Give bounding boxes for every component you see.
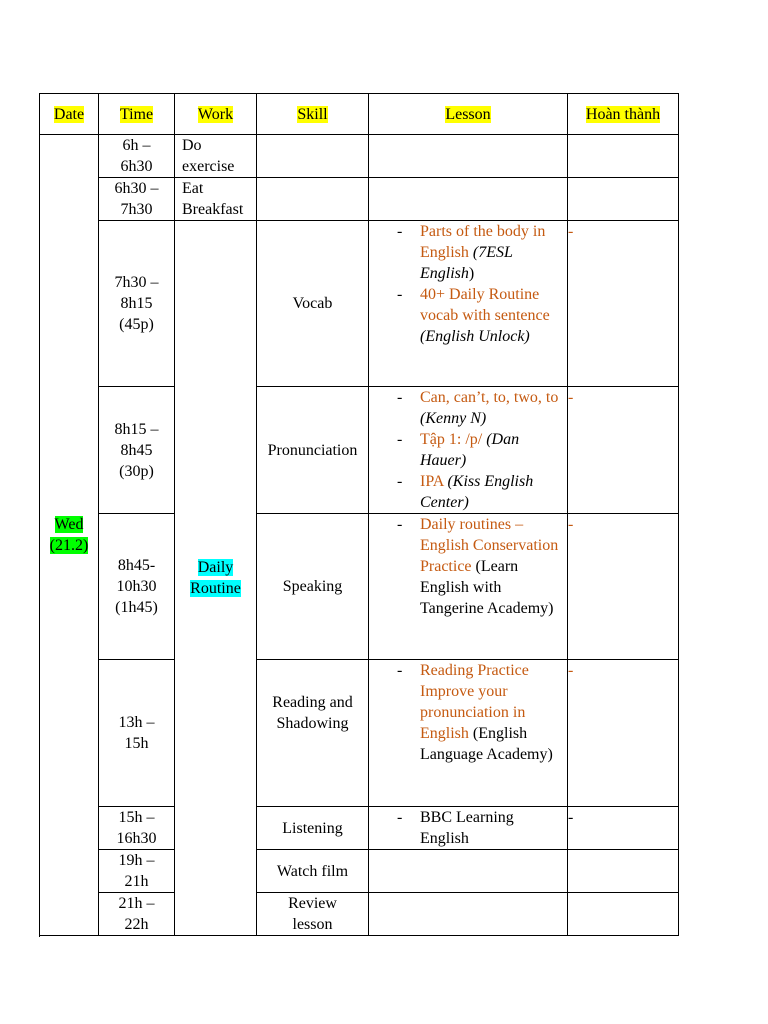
lesson-cell [369, 514, 568, 660]
date-cell [40, 135, 99, 936]
time-cell: 15h – 16h30 [99, 807, 175, 850]
done-cell [568, 178, 679, 221]
list-item: - Daily routines – English Conservation Practice (Learn English with Tangerine Academy) [397, 516, 559, 617]
table-row [40, 893, 679, 936]
work-cell: Eat Breakfast [175, 178, 257, 221]
time-cell: 19h – 21h [99, 850, 175, 893]
table-row [40, 178, 679, 221]
time-cell: 6h – 6h30 [99, 135, 175, 178]
time-cell: 6h30 – 7h30 [99, 178, 175, 221]
table-row [40, 807, 679, 850]
done-cell [568, 850, 679, 893]
done-cell [568, 135, 679, 178]
list-item: - Reading Practice Improve your pronunciation in English (English Language Academy) [397, 662, 553, 763]
time-cell: 8h15 – 8h45 (30p) [99, 387, 175, 514]
work-cell-daily-routine: Daily Routine [175, 221, 257, 936]
list-item: - Parts of the body in English (7ESL English) [397, 223, 546, 282]
lesson-cell [369, 387, 568, 514]
table-row [40, 135, 679, 178]
date-num: (21.2) [49, 537, 89, 554]
header-time: Time [99, 94, 175, 135]
skill-cell: Listening [257, 807, 369, 850]
date-day: Wed [54, 516, 84, 533]
schedule-table [39, 93, 679, 936]
lesson-cell [369, 807, 568, 850]
header-date: Date [40, 94, 99, 135]
time-cell: 8h45- 10h30 (1h45) [99, 514, 175, 660]
time-cell: 13h – 15h [99, 660, 175, 807]
done-cell: - [568, 387, 679, 514]
skill-cell: Review lesson [257, 893, 369, 936]
skill-cell: Watch film [257, 850, 369, 893]
table-row [40, 514, 679, 660]
list-item: - IPA (Kiss English Center) [397, 473, 534, 511]
done-cell: - [568, 221, 679, 387]
skill-cell: Reading and Shadowing [257, 660, 369, 807]
list-item: - Tập 1: /p/ (Dan Hauer) [397, 431, 520, 469]
lesson-cell [369, 850, 568, 893]
skill-cell [257, 178, 369, 221]
skill-cell [257, 135, 369, 178]
header-row [40, 94, 679, 135]
table-row [40, 850, 679, 893]
lesson-cell [369, 135, 568, 178]
skill-cell: Vocab [257, 221, 369, 387]
done-cell: - [568, 807, 679, 850]
header-done: Hoàn thành [568, 94, 679, 135]
work-cell: Do exercise [175, 135, 257, 178]
lesson-cell [369, 893, 568, 936]
time-cell: 7h30 – 8h15 (45p) [99, 221, 175, 387]
skill-cell: Pronunciation [257, 387, 369, 514]
header-work: Work [175, 94, 257, 135]
lesson-cell [369, 660, 568, 807]
list-item: - 40+ Daily Routine vocab with sentence (English Unlock) [397, 286, 550, 345]
list-item: - Can, can’t, to, two, to (Kenny N) [397, 389, 559, 427]
header-lesson: Lesson [369, 94, 568, 135]
time-cell: 21h – 22h [99, 893, 175, 936]
list-item: - BBC Learning English [397, 809, 514, 847]
lesson-cell [369, 178, 568, 221]
done-cell: - [568, 514, 679, 660]
done-cell: - [568, 660, 679, 807]
done-cell [568, 893, 679, 936]
skill-cell: Speaking [257, 514, 369, 660]
table-row [40, 660, 679, 807]
lesson-cell [369, 221, 568, 387]
table-row [40, 387, 679, 514]
header-skill: Skill [257, 94, 369, 135]
table-row [40, 221, 679, 387]
